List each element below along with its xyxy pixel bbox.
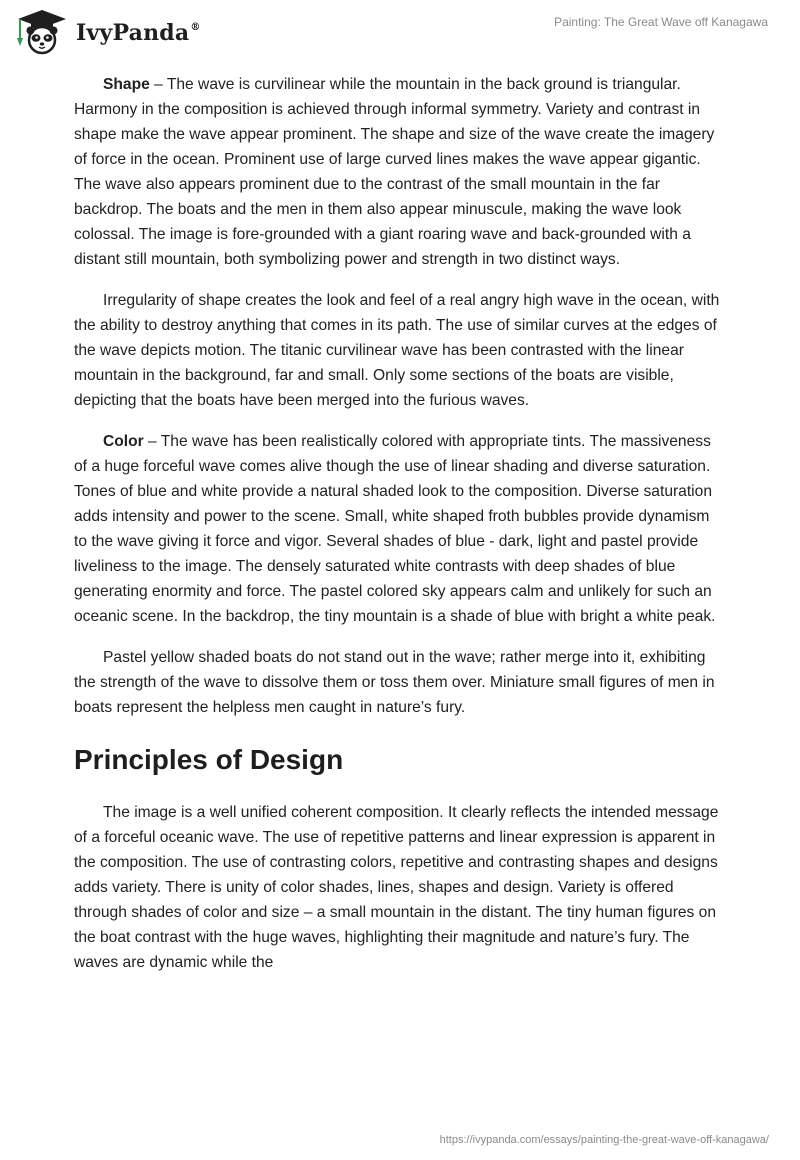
logo-wordmark [76,20,201,46]
paragraph-boats: Pastel yellow shaded boats do not stand out in the wave; rather merge into it, exhibiting the strength of the wave to dissolve them or toss them over. Miniature small figures of men in boats represent the helpless men caught in nature’s fury. [74,649,715,716]
paragraph-principles: The image is a well unified coherent composition. It clearly reflects the intended message of a forceful oceanic wave. The use of repetitive patterns and linear expression is apparent in the composition. The use of contrasting colors, repetitive and contrasting shapes and designs adds variety. There is unity of color shades, lines, shapes and design. Variety is offered through shades of color and size – a small mountain in the distant. The tiny human figures on the boat contrast with the huge waves, highlighting their magnitude and nature’s fury. The waves are dynamic while the [74,804,719,971]
essay-content [74,72,726,991]
page-header [0,0,800,64]
registered-mark: ® [190,22,201,33]
shape-label: Shape [103,76,150,93]
document-title: Painting: The Great Wave off Kanagawa [554,15,768,29]
paragraph-shape [74,72,726,272]
shape-text: – The wave is curvilinear while the mountain in the back ground is triangular. Harmony in the composition is achieved through informal symmetry. Variety and contrast in shape make the wave appear prominent. The shape and size of the wave create the imagery of force in the ocean. Prominent use of large curved lines makes the wave appear gigantic. The wave also appears prominent due to the contrast of the small mountain in the far backdrop. The boats and the men in them also appear minuscule, making the wave look colossal. The image is fore-grounded with a giant roaring wave and back-grounded with a distant still mountain, both symbolizing power and strength in two distinct ways. [74,76,715,268]
color-text: – The wave has been realistically colored with appropriate tints. The massiveness of a huge forceful wave comes alive though the use of linear shading and diverse saturation. Tones of blue and white provide a natural shaded look to the composition. Diverse saturation adds intensity and power to the scene. Small, white shaped froth bubbles provide dynamism to the wave giving it force and vigor. Several shades of blue - dark, light and pastel provide liveliness to the image. The densely saturated white contrasts with deep shades of blue generating enormity and force. The pastel colored sky appears calm and unlikely for such an oceanic scene. In the backdrop, the tiny mountain is a shade of blue with bright a white peak. [74,433,716,625]
logo-text: IvyPanda [76,20,190,46]
paragraph-irregularity: Irregularity of shape creates the look and feel of a real angry high wave in the ocean, with the ability to destroy anything that comes in its path. The use of similar curves at the edges of the wave depicts motion. The titanic curvilinear wave has been contrasted with the linear mountain in the background, far and small. Only some sections of the boats are visible, depicting that the boats have been merged into the furious waves. [74,292,720,409]
ivypanda-logo-link[interactable] [14,8,214,56]
paragraph-color [74,429,726,629]
panda-graduation-cap-icon [14,8,70,56]
section-heading-principles: Principles of Design [74,744,344,775]
source-url[interactable]: https://ivypanda.com/essays/painting-the-great-wave-off-kanagawa/ [439,1134,769,1146]
color-label: Color [103,433,144,450]
